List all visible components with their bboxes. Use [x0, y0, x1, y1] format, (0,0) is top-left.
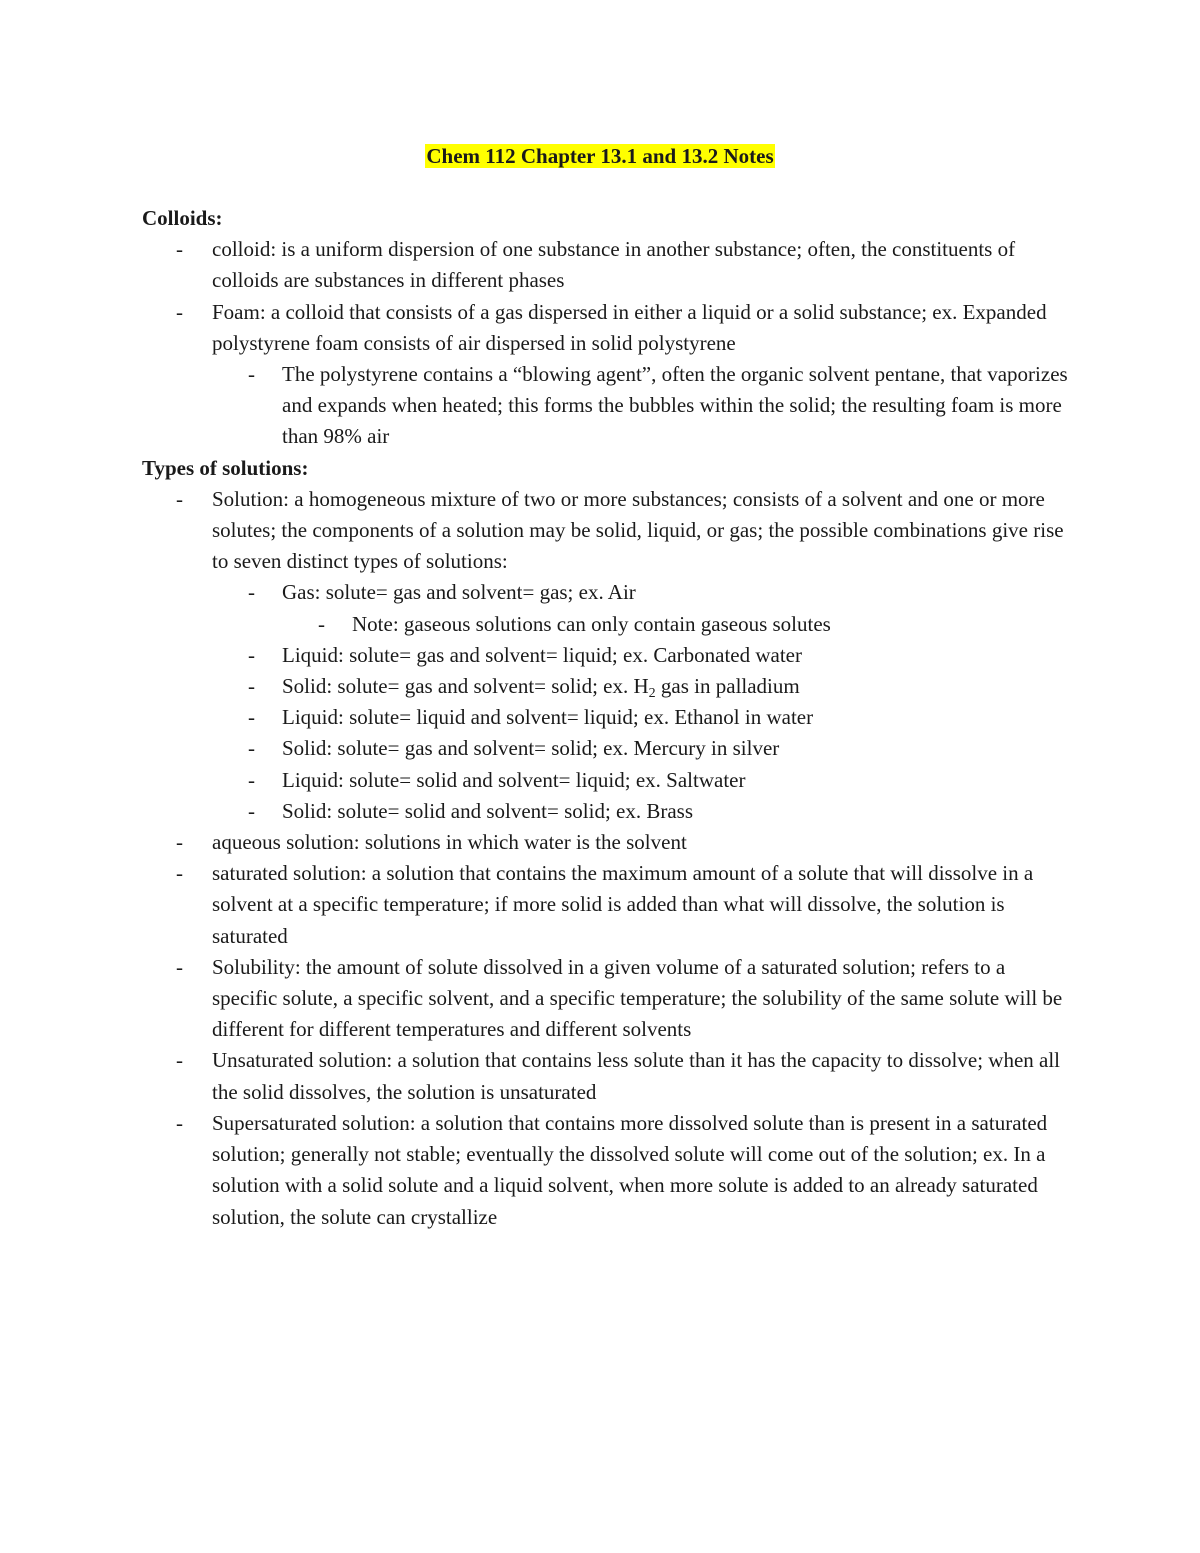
- gas-note-list: [142, 609, 1072, 640]
- type-liquid-gas: Liquid: solute= gas and solvent= liquid; ex. Carbonated water: [282, 642, 802, 667]
- list-item: [142, 640, 1072, 671]
- list-item: [142, 733, 1072, 764]
- list-item: [142, 765, 1072, 796]
- subscript-2: 2: [648, 686, 656, 702]
- bullet-dash: -: [248, 362, 255, 387]
- gas-note: Note: gaseous solutions can only contain gaseous solutes: [352, 611, 831, 636]
- bullet-dash: -: [176, 237, 183, 262]
- saturated-solution: saturated solution: a solution that contains the maximum amount of a solute that will dissolve in a solvent at a specific temperature; if more solid is added than what will dissolve, the solution is saturated: [212, 861, 1034, 948]
- type-liquid-solid: Liquid: solute= solid and solvent= liquid; ex. Saltwater: [282, 767, 746, 792]
- list-item: [142, 1108, 1072, 1233]
- list-item: [142, 359, 1072, 453]
- list-item: [142, 671, 1072, 702]
- list-item: [142, 297, 1072, 453]
- solutions-heading: Types of solutions:: [142, 455, 309, 480]
- foam-sublist: [142, 359, 1072, 453]
- bullet-dash: -: [176, 486, 183, 511]
- bullet-dash: -: [248, 767, 255, 792]
- supersaturated-solution: Supersaturated solution: a solution that contains more dissolved solute than is present in a saturated solution; generally not stable; eventually the dissolved solute will come out of the solution; ex. In a solution with a solid solute and a liquid solvent, when more solute is added to an already saturated solution, the solute can crystallize: [212, 1110, 1048, 1229]
- list-item: [142, 858, 1072, 952]
- bullet-dash: -: [176, 299, 183, 324]
- bullet-dash: -: [176, 1048, 183, 1073]
- bullet-dash: -: [248, 642, 255, 667]
- bullet-dash: -: [248, 580, 255, 605]
- unsaturated-solution: Unsaturated solution: a solution that contains less solute than it has the capacity to dissolve; when all the solid dissolves, the solution is unsaturated: [212, 1048, 1061, 1104]
- colloids-list: [142, 234, 1072, 452]
- bullet-dash: -: [318, 611, 325, 636]
- polystyrene-note: The polystyrene contains a “blowing agent”, often the organic solvent pentane, that vaporizes and expands when heated; this forms the bubbles within the solid; the resulting foam is more than 98% air: [282, 362, 1068, 449]
- type-solid-gas-tail: gas in palladium: [655, 674, 800, 699]
- solutions-list: [142, 484, 1072, 1233]
- list-item: [142, 609, 1072, 640]
- bullet-dash: -: [248, 798, 255, 823]
- type-solid-gas: [282, 674, 800, 702]
- list-item: [142, 234, 1072, 296]
- list-item: [142, 796, 1072, 827]
- list-item: [142, 1045, 1072, 1107]
- list-item: [142, 952, 1072, 1046]
- title-row: [0, 141, 1200, 172]
- type-solid-mercury: Solid: solute= gas and solvent= solid; ex. Mercury in silver: [282, 736, 780, 761]
- list-item: [142, 484, 1072, 827]
- type-liquid-liquid: Liquid: solute= liquid and solvent= liquid; ex. Ethanol in water: [282, 705, 814, 730]
- solution-types-list: [142, 577, 1072, 827]
- list-item: [142, 577, 1072, 639]
- type-solid-solid: Solid: solute= solid and solvent= solid; ex. Brass: [282, 798, 694, 823]
- colloids-heading: Colloids:: [142, 206, 223, 230]
- notes-body: [142, 203, 1072, 1233]
- bullet-dash: -: [176, 861, 183, 886]
- bullet-dash: -: [176, 954, 183, 979]
- type-gas: Gas: solute= gas and solvent= gas; ex. Air: [282, 580, 636, 605]
- bullet-dash: -: [248, 736, 255, 761]
- list-item: [142, 827, 1072, 858]
- type-solid-gas-text: Solid: solute= gas and solvent= solid; ex. H: [282, 674, 649, 699]
- foam-definition: Foam: a colloid that consists of a gas dispersed in either a liquid or a solid substance; ex. Expanded polystyrene foam consists of air dispersed in solid polystyrene: [212, 299, 1047, 355]
- solution-definition: Solution: a homogeneous mixture of two or more substances; consists of a solvent and one or more solutes; the components of a solution may be solid, liquid, or gas; the possible combinations give rise to seven distinct types of solutions:: [212, 486, 1064, 574]
- solubility: Solubility: the amount of solute dissolved in a given volume of a saturated solution; refers to a specific solute, a specific solvent, and a specific temperature; the solubility of the same solute will be different for different temperatures and different solvents: [212, 954, 1063, 1042]
- bullet-dash: -: [248, 674, 255, 699]
- list-item: [142, 702, 1072, 733]
- aqueous-solution: aqueous solution: solutions in which water is the solvent: [212, 830, 687, 855]
- page-title: Chem 112 Chapter 13.1 and 13.2 Notes: [426, 144, 774, 168]
- colloid-definition: colloid: is a uniform dispersion of one substance in another substance; often, the constituents of colloids are substances in different phases: [212, 237, 1016, 293]
- bullet-dash: -: [176, 830, 183, 855]
- bullet-dash: -: [176, 1110, 183, 1135]
- bullet-dash: -: [248, 705, 255, 730]
